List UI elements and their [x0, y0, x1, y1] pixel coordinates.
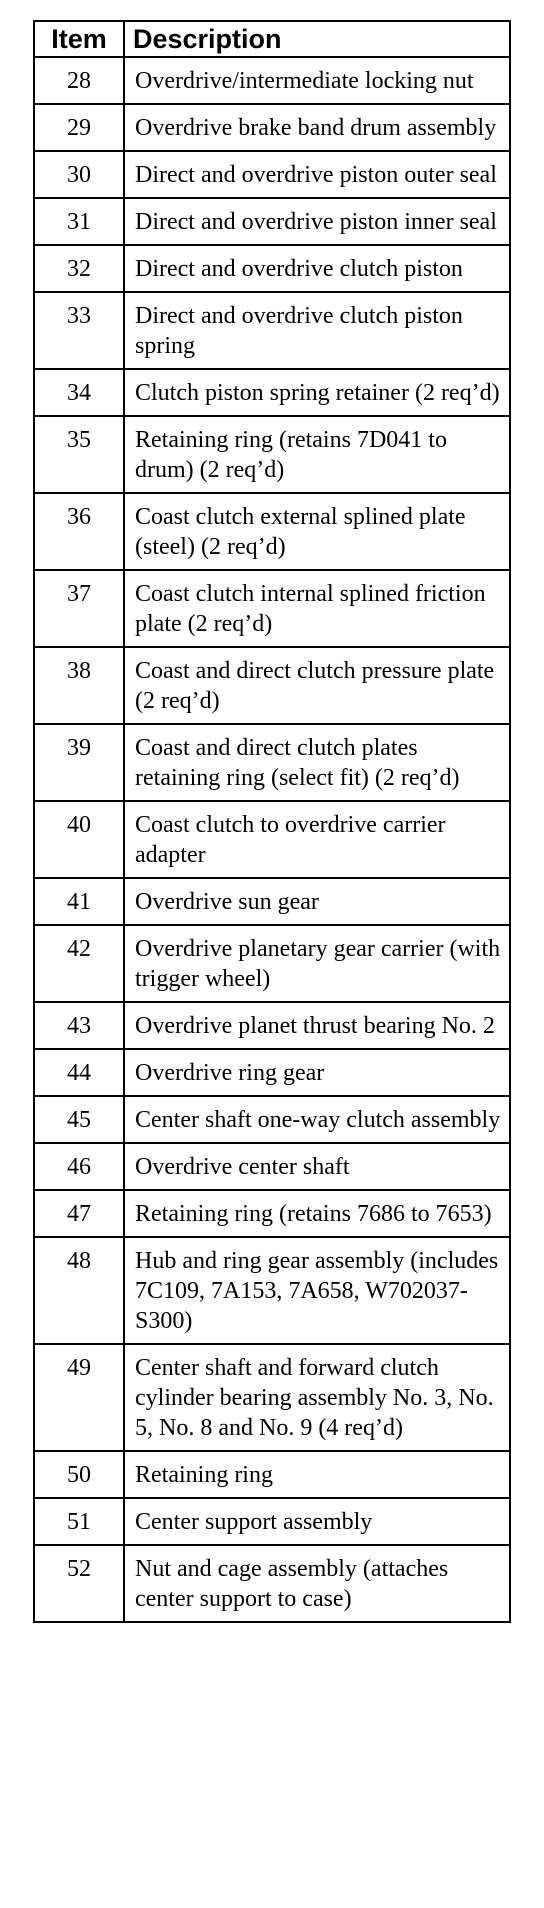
item-number: 49 [34, 1344, 124, 1451]
item-description: Overdrive ring gear [124, 1049, 510, 1096]
item-description: Coast clutch to overdrive carrier adapter [124, 801, 510, 878]
item-description: Retaining ring [124, 1451, 510, 1498]
item-number: 33 [34, 292, 124, 369]
table-row [34, 801, 510, 878]
item-description: Center support assembly [124, 1498, 510, 1545]
item-description: Overdrive center shaft [124, 1143, 510, 1190]
item-number: 51 [34, 1498, 124, 1545]
item-description: Clutch piston spring retainer (2 req’d) [124, 369, 510, 416]
item-description: Direct and overdrive piston inner seal [124, 198, 510, 245]
item-number: 41 [34, 878, 124, 925]
table-row [34, 151, 510, 198]
table-row [34, 1049, 510, 1096]
item-number: 52 [34, 1545, 124, 1622]
table-row [34, 1545, 510, 1622]
table-row [34, 104, 510, 151]
header-item: Item [34, 21, 124, 57]
item-number: 39 [34, 724, 124, 801]
item-number: 48 [34, 1237, 124, 1344]
item-description: Nut and cage assembly (attaches center support to case) [124, 1545, 510, 1622]
item-description: Coast and direct clutch pressure plate (2 req’d) [124, 647, 510, 724]
item-number: 43 [34, 1002, 124, 1049]
item-description: Coast and direct clutch plates retaining ring (select fit) (2 req’d) [124, 724, 510, 801]
item-description: Coast clutch external splined plate (steel) (2 req’d) [124, 493, 510, 570]
table-row [34, 1451, 510, 1498]
item-description: Coast clutch internal splined friction plate (2 req’d) [124, 570, 510, 647]
item-number: 45 [34, 1096, 124, 1143]
item-number: 34 [34, 369, 124, 416]
header-row [34, 21, 510, 57]
table-row [34, 724, 510, 801]
item-number: 30 [34, 151, 124, 198]
header-description: Description [124, 21, 510, 57]
table-row [34, 245, 510, 292]
item-number: 40 [34, 801, 124, 878]
item-number: 28 [34, 57, 124, 104]
item-description: Direct and overdrive clutch piston spring [124, 292, 510, 369]
table-row [34, 878, 510, 925]
item-number: 46 [34, 1143, 124, 1190]
item-number: 32 [34, 245, 124, 292]
item-number: 50 [34, 1451, 124, 1498]
item-description: Direct and overdrive piston outer seal [124, 151, 510, 198]
table-row [34, 925, 510, 1002]
item-number: 37 [34, 570, 124, 647]
table-row [34, 570, 510, 647]
table-row [34, 1190, 510, 1237]
table-row [34, 198, 510, 245]
item-description: Center shaft one-way clutch assembly [124, 1096, 510, 1143]
table-row [34, 1237, 510, 1344]
table-row [34, 1344, 510, 1451]
table-row [34, 1002, 510, 1049]
item-number: 36 [34, 493, 124, 570]
item-description: Hub and ring gear assembly (includes 7C109, 7A153, 7A658, W702037-S300) [124, 1237, 510, 1344]
item-number: 44 [34, 1049, 124, 1096]
table-row [34, 647, 510, 724]
parts-table [33, 20, 511, 1623]
item-description: Overdrive sun gear [124, 878, 510, 925]
item-number: 29 [34, 104, 124, 151]
item-number: 31 [34, 198, 124, 245]
item-description: Retaining ring (retains 7D041 to drum) (2 req’d) [124, 416, 510, 493]
item-number: 35 [34, 416, 124, 493]
item-description: Overdrive brake band drum assembly [124, 104, 510, 151]
table-row [34, 369, 510, 416]
table-body [34, 57, 510, 1622]
table-row [34, 292, 510, 369]
table-row [34, 1143, 510, 1190]
item-description: Center shaft and forward clutch cylinder bearing assembly No. 3, No. 5, No. 8 and No. 9 (4 req’d) [124, 1344, 510, 1451]
table-row [34, 493, 510, 570]
item-description: Overdrive planet thrust bearing No. 2 [124, 1002, 510, 1049]
table-row [34, 57, 510, 104]
item-number: 38 [34, 647, 124, 724]
table-header [34, 21, 510, 57]
item-description: Retaining ring (retains 7686 to 7653) [124, 1190, 510, 1237]
table-row [34, 1096, 510, 1143]
item-number: 47 [34, 1190, 124, 1237]
item-number: 42 [34, 925, 124, 1002]
item-description: Direct and overdrive clutch piston [124, 245, 510, 292]
item-description: Overdrive planetary gear carrier (with trigger wheel) [124, 925, 510, 1002]
item-description: Overdrive/intermediate locking nut [124, 57, 510, 104]
table-row [34, 416, 510, 493]
table-row [34, 1498, 510, 1545]
